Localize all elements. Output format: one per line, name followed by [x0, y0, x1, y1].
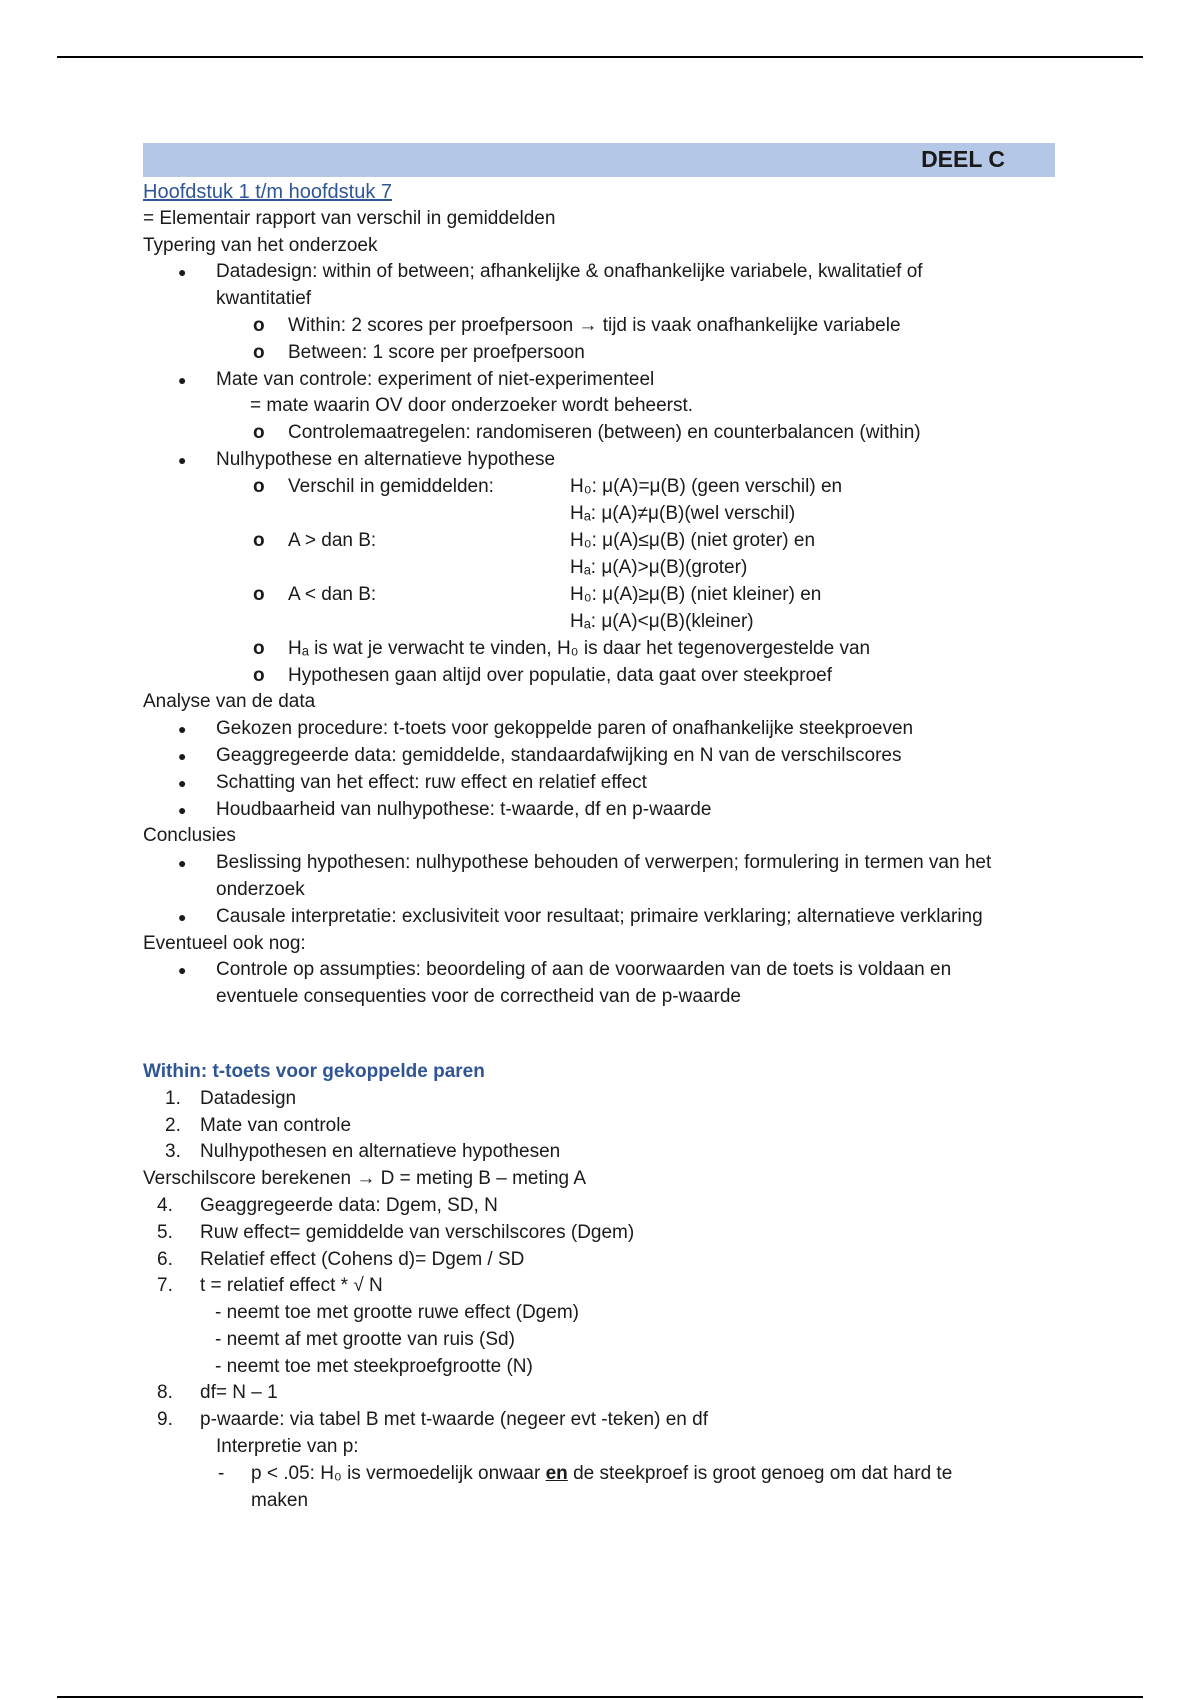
sub-between: o Between: 1 score per proefpersoon: [143, 340, 1055, 367]
bullet-datadesign-cont: kwantitatief: [216, 288, 312, 310]
step-item: 4. Geaggregeerde data: Dgem, SD, N: [157, 1194, 498, 1216]
hyp-row: o A > dan B: H₀: μ(A)≤μ(B) (niet groter) en: [143, 528, 1055, 555]
sub-bullet-icon: o: [253, 422, 265, 444]
eventueel-controle: ● Controle op assumpties: beoordeling of aan de voorwaarden van de toets is voldaan en: [143, 957, 1055, 984]
bullet-icon: ●: [178, 264, 187, 281]
footer-rule: [57, 1696, 1143, 1698]
bullet-icon: ●: [178, 908, 187, 925]
step-item: 1. Datadesign: [165, 1087, 297, 1109]
bullet-icon: ●: [178, 962, 187, 979]
hyp-row-alt: [143, 609, 1055, 636]
sub-bullet-icon: o: [253, 341, 265, 363]
deel-label: DEEL C: [921, 146, 1005, 172]
eventueel-controle-cont: eventuele consequenties voor de correctheid van de p-waarde: [216, 986, 741, 1008]
bullet-icon: ●: [178, 801, 187, 818]
step-item: 3. Nulhypothesen en alternatieve hypothesen: [165, 1141, 561, 1163]
bullet-icon: ●: [178, 451, 187, 468]
analyse-item: ● Schatting van het effect: ruw effect en relatief effect: [143, 770, 1055, 797]
section-title-link[interactable]: Hoofdstuk 1 t/m hoofdstuk 7: [143, 181, 393, 203]
step7-sub: - neemt toe met steekproefgrootte (N): [215, 1355, 533, 1377]
h0-formula: H₀: μ(A)≤μ(B) (niet groter) en: [570, 529, 816, 551]
hyp-row: o A < dan B: H₀: μ(A)≥μ(B) (niet kleiner) en: [143, 582, 1055, 609]
bullet-datadesign: ● Datadesign: within of between; afhankelijke & onafhankelijke variabele, kwalitatief of: [143, 259, 1055, 286]
sub-bullet-icon: o: [253, 637, 265, 659]
sub-controlemaatregelen: o Controlemaatregelen: randomiseren (between) en counterbalancen (within): [143, 420, 1055, 447]
analyse-item: ● Geaggregeerde data: gemiddelde, standaardafwijking en N van de verschilscores: [143, 743, 1055, 770]
analyse-item: ● Gekozen procedure: t-toets voor gekoppelde paren of onafhankelijke steekproeven: [143, 716, 1055, 743]
sub-bullet-icon: o: [253, 664, 265, 686]
sub-bullet-icon: o: [253, 314, 265, 336]
hyp-row-alt: [143, 555, 1055, 582]
step-item: 5. Ruw effect= gemiddelde van verschilscores (Dgem): [157, 1221, 635, 1243]
ha-formula: Hₐ: μ(A)<μ(B)(kleiner): [570, 610, 754, 632]
hyp-row: o Verschil in gemiddelden: H₀: μ(A)=μ(B) (geen verschil) en: [143, 474, 1055, 501]
hypothesis-table: [143, 474, 1055, 636]
hyp-row-alt: [143, 501, 1055, 528]
step7-sub: - neemt toe met grootte ruwe effect (Dgem): [215, 1302, 579, 1324]
step-item: 9. p-waarde: via tabel B met t-waarde (negeer evt -teken) en df: [157, 1409, 708, 1431]
sub-ha-note: o Hₐ is wat je verwacht te vinden, H₀ is daar het tegenovergestelde van: [143, 636, 1055, 663]
bullet-icon: ●: [178, 747, 187, 764]
interpretatie-label: Interpretie van p:: [216, 1436, 359, 1458]
step7-sub: - neemt af met grootte van ruis (Sd): [215, 1328, 515, 1350]
step-item: 6. Relatief effect (Cohens d)= Dgem / SD: [157, 1248, 525, 1270]
spacer: [143, 1011, 1055, 1059]
bullet-icon: ●: [178, 855, 187, 872]
section-subtitle: = Elementair rapport van verschil in gemiddelden: [143, 207, 556, 229]
conclusie-beslissing: ● Beslissing hypothesen: nulhypothese behouden of verwerpen; formulering in termen van het: [143, 850, 1055, 877]
step-item: 7. t = relatief effect * √ N: [157, 1275, 383, 1297]
bullet-icon: ●: [178, 721, 187, 738]
verschilscore-line: Verschilscore berekenen → D = meting B – meting A: [143, 1168, 587, 1190]
conclusies-heading: Conclusies: [143, 825, 236, 847]
deel-banner: [143, 143, 1055, 177]
analyse-heading: Analyse van de data: [143, 691, 316, 713]
p-interpretation-cont: maken: [251, 1489, 309, 1511]
conclusie-beslissing-cont: onderzoek: [216, 878, 305, 900]
header-rule: [57, 56, 1143, 58]
typering-heading: Typering van het onderzoek: [143, 234, 378, 256]
content: [143, 143, 1055, 1514]
bullet-icon: ●: [178, 371, 187, 388]
bullet-controle: ● Mate van controle: experiment of niet-experimenteel: [143, 367, 1055, 394]
step-item: 2. Mate van controle: [165, 1114, 352, 1136]
p-interpretation: - p < .05: H₀ is vermoedelijk onwaar en de steekproef is groot genoeg om dat hard te: [143, 1461, 1055, 1488]
sub-population-note: o Hypothesen gaan altijd over populatie, data gaat over steekproef: [143, 663, 1055, 690]
emphasis-en: en: [545, 1462, 568, 1484]
dash-icon: -: [218, 1462, 225, 1484]
controle-definition: = mate waarin OV door onderzoeker wordt beheerst.: [250, 395, 694, 417]
bullet-nulhypothese: ● Nulhypothese en alternatieve hypothese: [143, 447, 1055, 474]
bullet-icon: ●: [178, 774, 187, 791]
h0-formula: H₀: μ(A)=μ(B) (geen verschil) en: [570, 475, 843, 497]
analyse-item: ● Houdbaarheid van nulhypothese: t-waarde, df en p-waarde: [143, 797, 1055, 824]
ha-formula: Hₐ: μ(A)≠μ(B)(wel verschil): [570, 502, 796, 524]
eventueel-heading: Eventueel ook nog:: [143, 932, 306, 954]
sub-within: o Within: 2 scores per proefpersoon → tijd is vaak onafhankelijke variabele: [143, 313, 1055, 340]
h0-formula: H₀: μ(A)≥μ(B) (niet kleiner) en: [570, 583, 822, 605]
ha-formula: Hₐ: μ(A)>μ(B)(groter): [570, 556, 748, 578]
step-item: 8. df= N – 1: [157, 1382, 278, 1404]
within-heading: Within: t-toets voor gekoppelde paren: [143, 1060, 485, 1082]
conclusie-causaal: ● Causale interpretatie: exclusiviteit voor resultaat; primaire verklaring; alternatieve verklaring: [143, 904, 1055, 931]
